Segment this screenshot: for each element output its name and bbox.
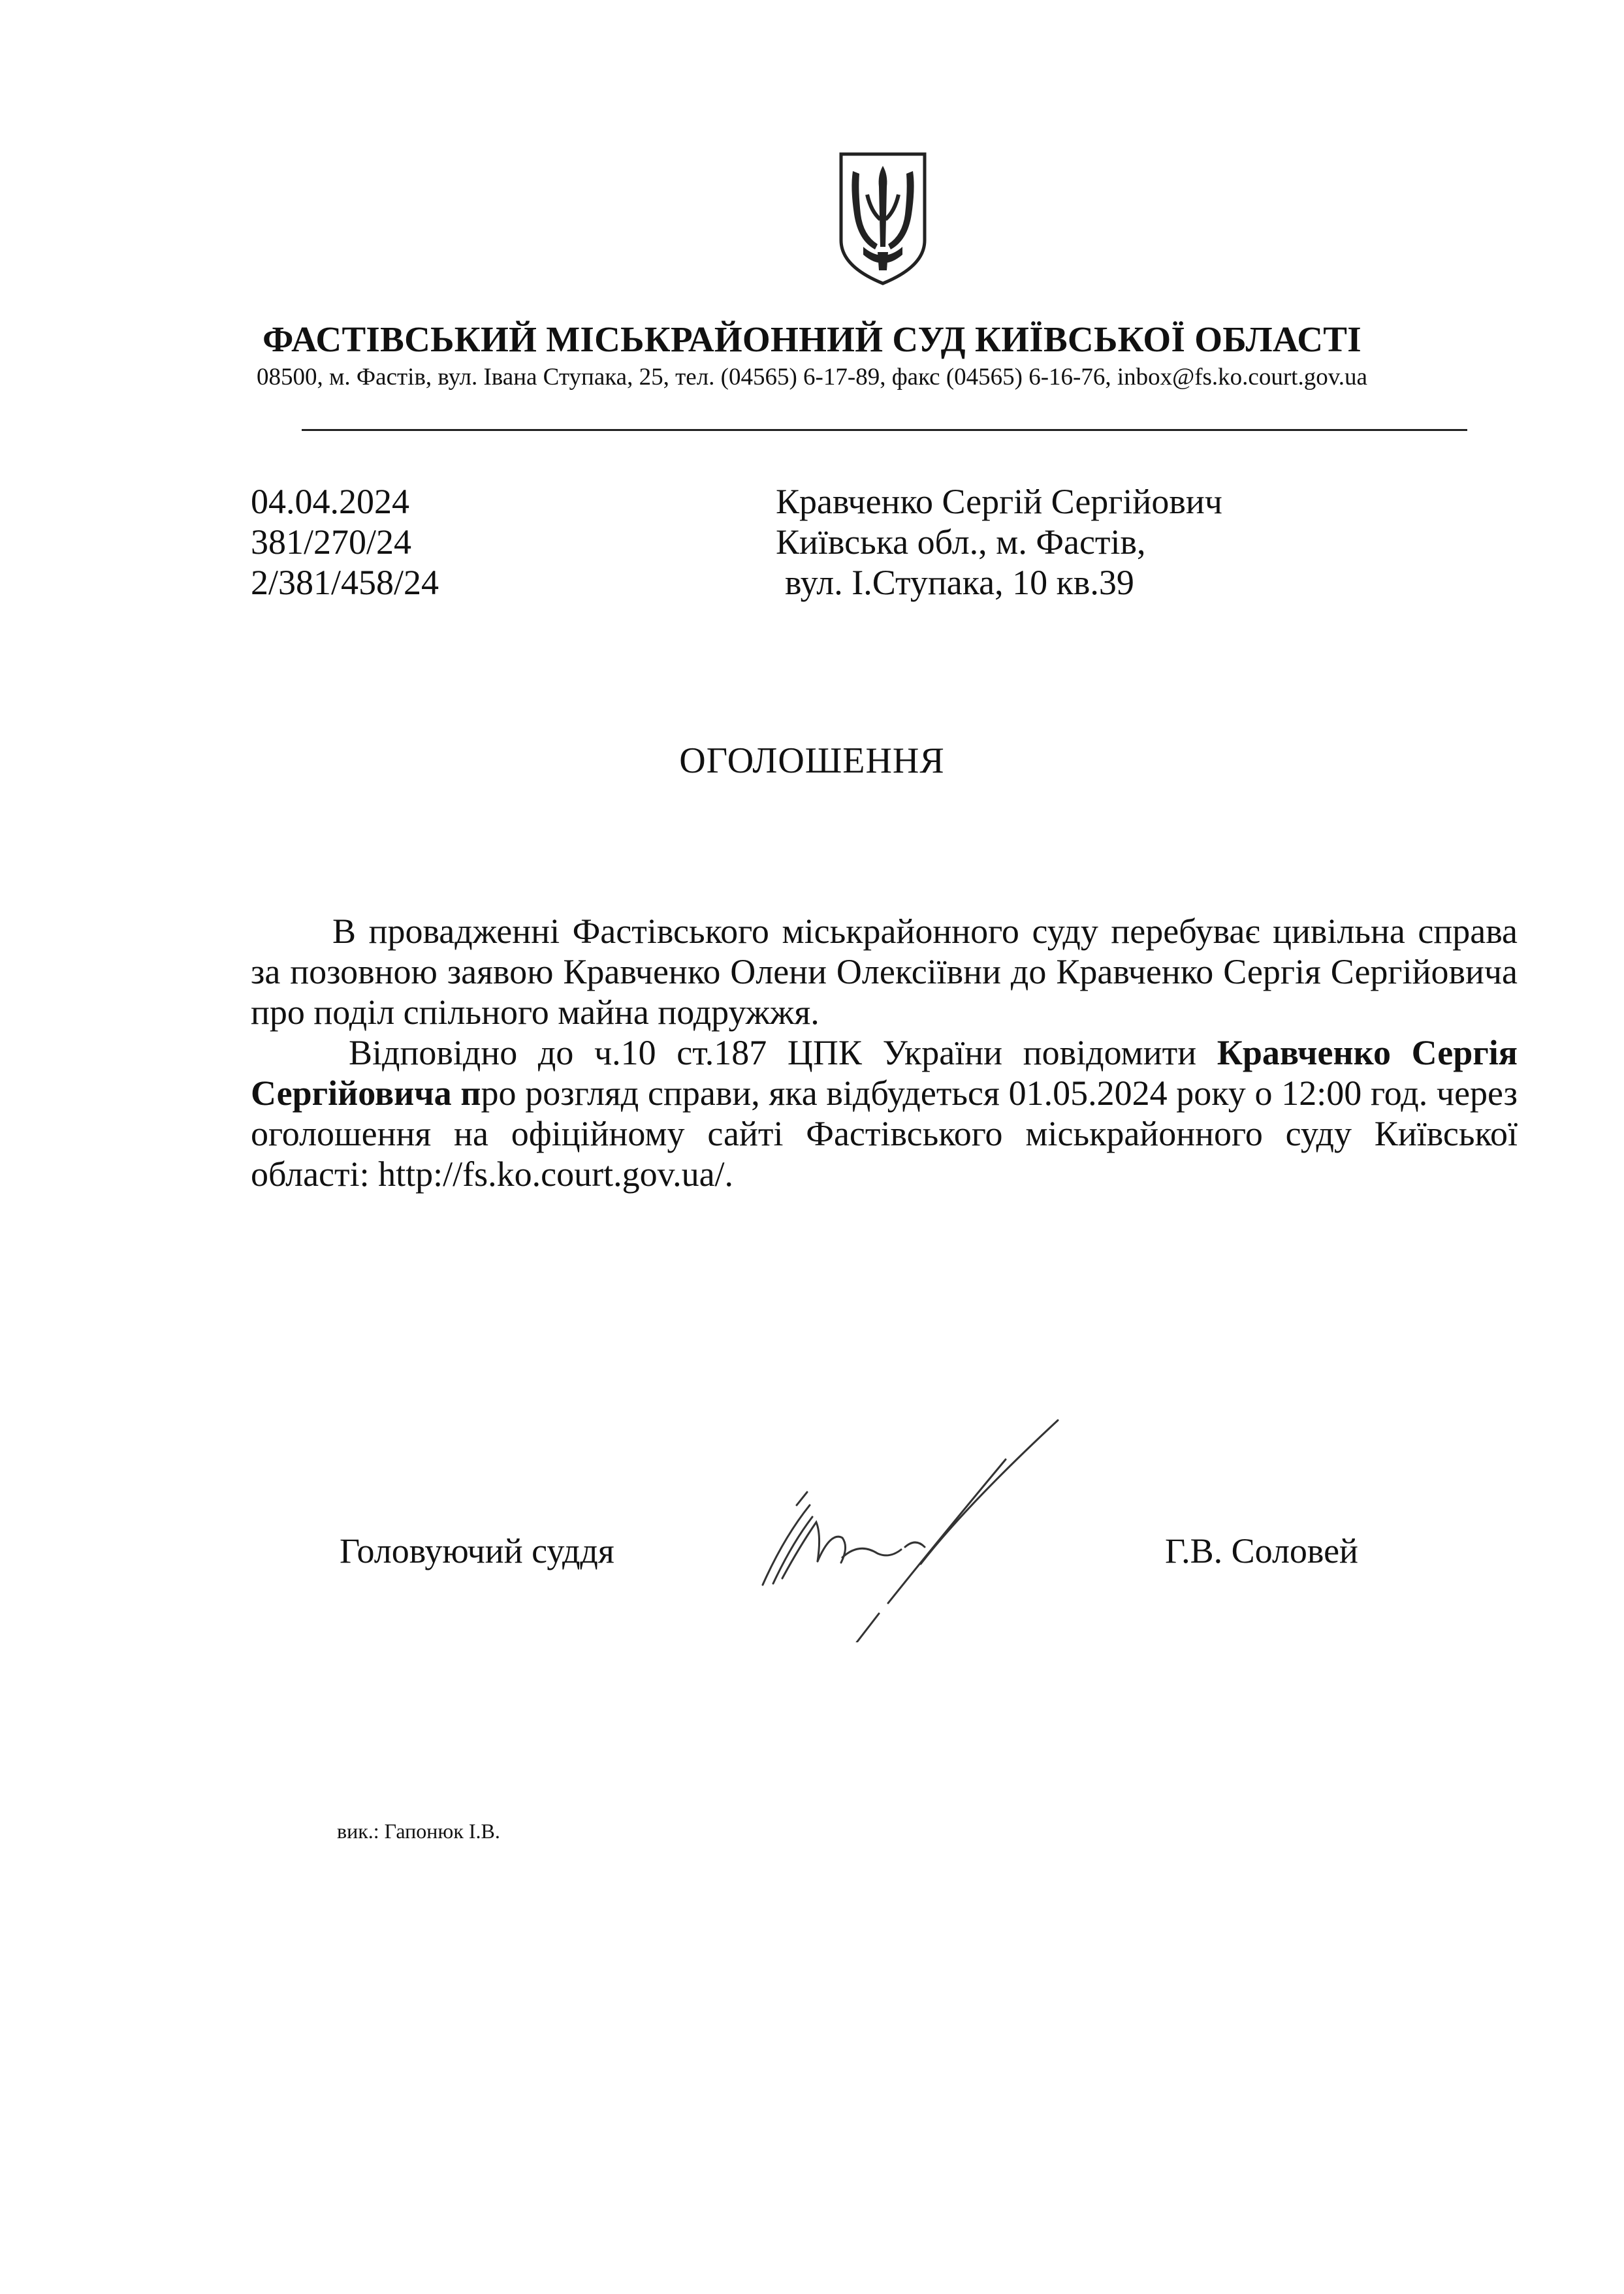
paragraph-2-start: Відповідно до ч.10 ст.187 ЦПК України повідомити (349, 1033, 1217, 1072)
executor-note: вик.: Гапонюк І.В. (337, 1819, 500, 1843)
recipient-street: вул. І.Ступака, 10 кв.39 (785, 563, 1134, 602)
header-divider (302, 429, 1467, 431)
body-paragraph-2 (251, 1032, 1518, 1194)
handwritten-signature (744, 1407, 1084, 1642)
defendant-name-bold: Кравченко Сергія Сергійовича п (251, 1033, 1518, 1113)
body-paragraph-1: В провадженні Фастівського міськрайонного суду перебуває цивільна справа за позовною заявою Кравченко Олени Олексіївни до Кравченко Сергія Сергійовича про поділ спільного майна подружжя. (251, 912, 1518, 1032)
document-body (251, 911, 1518, 1194)
registry-block (251, 481, 439, 603)
document-date: 04.04.2024 (251, 482, 409, 521)
recipient-city: Київська обл., м. Фастів, (776, 522, 1146, 562)
court-name: ФАСТІВСЬКИЙ МІСЬКРАЙОННИЙ СУД КИЇВСЬКОЇ ОБЛАСТІ (263, 319, 1361, 359)
document-title: ОГОЛОШЕННЯ (679, 741, 945, 781)
case-number: 2/381/458/24 (251, 563, 439, 602)
court-address: 08500, м. Фастів, вул. Івана Ступака, 25, тел. (04565) 6-17-89, факс (04565) 6-16-76, inbox@fs.ko.court.gov.ua (257, 364, 1367, 390)
signatory-name: Г.В. Соловей (1165, 1531, 1358, 1570)
signatory-role: Головуючий суддя (340, 1531, 614, 1570)
paragraph-2-end: ро розгляд справи, яка відбудеться 01.05.2024 року о 12:00 год. через оголошення на офіційному сайті Фастівського міськрайонного суду Київської області: http://fs.ko.court.gov.ua/. (251, 1074, 1518, 1194)
outgoing-number: 381/270/24 (251, 522, 412, 562)
coat-of-arms-icon (835, 149, 931, 287)
recipient-name: Кравченко Сергій Сергійович (776, 482, 1222, 521)
recipient-block (776, 481, 1222, 603)
